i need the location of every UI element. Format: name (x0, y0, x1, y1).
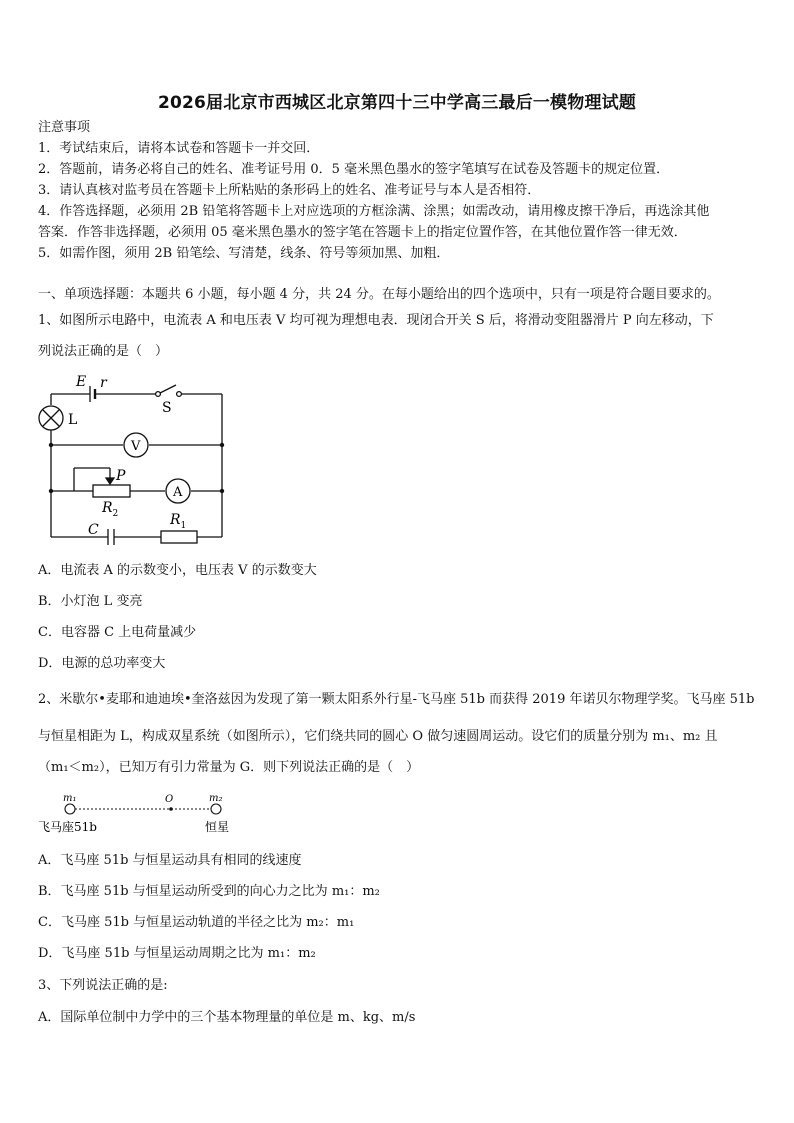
question-1-stem: 列说法正确的是（ ） (38, 344, 169, 359)
q1-option-b: B．小灯泡 L 变亮 (38, 594, 143, 609)
label-V: V (131, 439, 141, 454)
binary-star-diagram (36, 790, 246, 836)
label-planet: 飞马座51b (38, 820, 97, 834)
label-P: P (116, 468, 126, 484)
notice-item: 1．考试结束后，请将本试卷和答题卡一并交回． (38, 141, 320, 156)
question-2-stem: 2、米歇尔•麦耶和迪迪埃•奎洛兹因为发现了第一颗太阳系外行星-飞马座 51b 而获得 2019 年诺贝尔物理学奖。飞马座 51b (38, 692, 755, 707)
q2-option-d: D．飞马座 51b 与恒星运动周期之比为 m₁：m₂ (38, 946, 316, 961)
label-C: C (88, 522, 99, 538)
q2-option-a: A．飞马座 51b 与恒星运动具有相同的线速度 (38, 853, 302, 868)
q1-option-a: A．电流表 A 的示数变小，电压表 V 的示数变大 (38, 563, 317, 578)
notice-heading: 注意事项 (38, 120, 91, 135)
label-r: r (100, 375, 107, 391)
notice-item: 2．答题前，请务必将自己的姓名、准考证号用 0．5 毫米黑色墨水的签字笔填写在试卷及答题卡的规定位置． (38, 162, 670, 177)
label-A: A (173, 485, 183, 500)
label-O: O (165, 794, 174, 805)
label-R1: $R_1$ (170, 512, 187, 531)
label-R2: $R_2$ (102, 500, 119, 519)
notice-item: 4．作答选择题，必须用 2B 铅笔将答题卡上对应选项的方框涂满、涂黑；如需改动，请用橡皮擦干净后，再选涂其他 (38, 204, 710, 219)
page-title: 2026届北京市西城区北京第四十三中学高三最后一模物理试题 (157, 93, 637, 113)
label-star: 恒星 (205, 820, 230, 834)
q2-option-b: B．飞马座 51b 与恒星运动所受到的向心力之比为 m₁：m₂ (38, 884, 380, 899)
label-m2: m₂ (209, 793, 223, 804)
section-heading: 一、单项选择题：本题共 6 小题，每小题 4 分，共 24 分。在每小题给出的四个选项中，只有一项是符合题目要求的。 (38, 287, 720, 302)
label-E: E (76, 374, 87, 390)
question-1-stem: 1、如图所示电路中，电流表 A 和电压表 V 均可视为理想电表．现闭合开关 S 后，将滑动变阻器滑片 P 向左移动，下 (38, 313, 714, 328)
notice-item: 5．如需作图，须用 2B 铅笔绘、写清楚，线条、符号等须加黑、加粗． (38, 246, 450, 261)
q1-option-d: D．电源的总功率变大 (38, 656, 166, 671)
notice-item: 答案．作答非选择题，必须用 05 毫米黑色墨水的签字笔在答题卡上的指定位置作答，在其他位置作答一律无效． (38, 225, 687, 240)
question-2-stem: （m₁＜m₂），已知万有引力常量为 G．则下列说法正确的是（ ） (38, 760, 420, 775)
label-S: S (162, 400, 172, 416)
question-2-stem: 与恒星相距为 L，构成双星系统（如图所示），它们绕共同的圆心 O 做匀速圆周运动。设它们的质量分别为 m₁、m₂ 且 (38, 729, 718, 744)
notice-item: 3．请认真核对监考员在答题卡上所粘贴的条形码上的姓名、准考证号与本人是否相符． (38, 183, 541, 198)
circuit-diagram (30, 372, 240, 552)
label-m1: m₁ (63, 793, 77, 804)
q3-option-a: A．国际单位制中力学中的三个基本物理量的单位是 m、kg、m/s (38, 1010, 416, 1025)
q1-option-c: C．电容器 C 上电荷量减少 (38, 625, 197, 640)
question-3-stem: 3、下列说法正确的是: (38, 978, 168, 993)
label-L: L (68, 412, 78, 428)
q2-option-c: C．飞马座 51b 与恒星运动轨道的半径之比为 m₂：m₁ (38, 915, 355, 930)
